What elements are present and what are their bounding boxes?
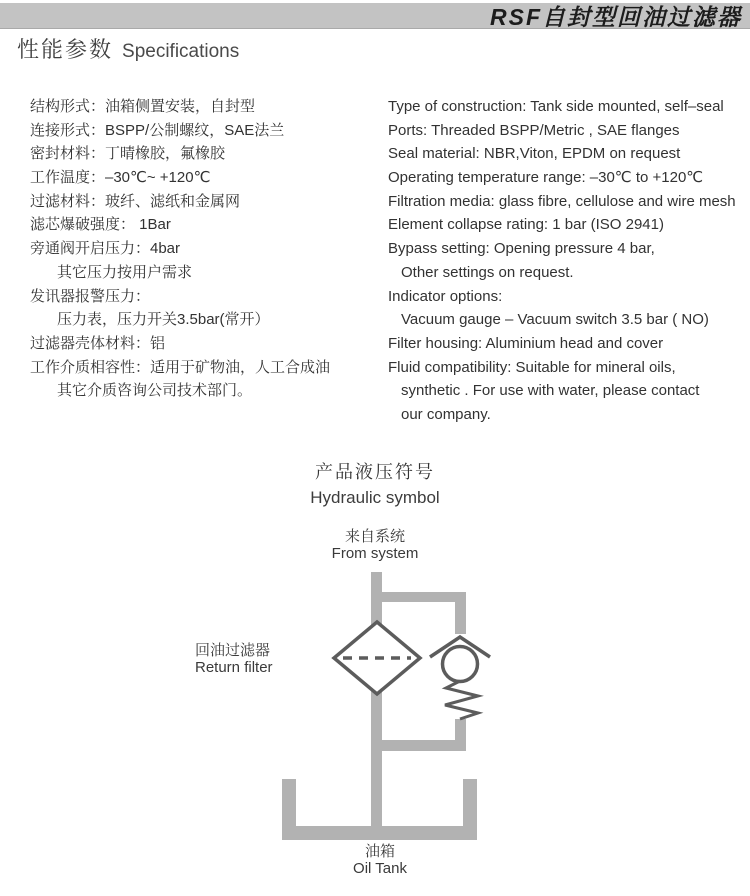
spec-line: Operating temperature range: –30℃ to +120℃ — [388, 169, 704, 187]
spec-line: Fluid compatibility: Suitable for mineral oils, — [388, 358, 676, 376]
hydraulic-circuit-drawing — [0, 458, 750, 896]
spec-line: Element collapse rating: 1 bar (ISO 2941) — [388, 216, 664, 234]
bypass-right-pipe-upper — [455, 592, 466, 634]
return-filter-label-en: Return filter — [195, 659, 273, 676]
spring-icon — [445, 681, 478, 719]
spec-line: Bypass setting: Opening pressure 4 bar, — [388, 240, 655, 258]
tank-bottom — [282, 826, 477, 840]
from-system-label-zh: 来自系统 — [344, 528, 405, 545]
spec-line: 连接形式：BSPP/公制螺纹，SAE法兰 — [30, 121, 285, 139]
spec-line: Vacuum gauge – Vacuum switch 3.5 bar ( NO) — [401, 311, 709, 329]
spec-line: 压力表，压力开关3.5bar(常开） — [57, 311, 270, 329]
hydraulic-symbol-title-zh: 产品液压符号 — [315, 462, 435, 482]
spec-line: 其它介质咨询公司技术部门。 — [57, 382, 253, 400]
from-system-label — [0, 528, 750, 562]
return-filter-label — [195, 642, 273, 676]
spec-line: 结构形式：油箱侧置安装，自封型 — [30, 98, 256, 115]
spec-line: 滤芯爆破强度： 1Bar — [30, 216, 171, 234]
spec-line: 发讯器报警压力： — [30, 287, 151, 305]
spec-line: 工作介质相容性：适用于矿物油，人工合成油 — [30, 358, 331, 376]
spec-line: Seal material: NBR,Viton, EPDM on request — [388, 145, 681, 163]
bypass-branch-top-pipe — [371, 592, 466, 602]
return-filter-label-zh: 回油过滤器 — [195, 642, 271, 659]
section-title-en: Specifications — [122, 41, 240, 62]
spec-line: 旁通阀开启压力：4bar — [30, 240, 181, 258]
spec-line: 过滤器壳体材料：铝 — [30, 334, 166, 352]
spec-line: synthetic . For use with water, please contact — [401, 382, 700, 400]
oil-tank-label-en: Oil Tank — [353, 860, 407, 877]
spec-line: 密封材料：丁晴橡胶，氟橡胶 — [30, 145, 226, 163]
spec-line: Ports: Threaded BSPP/Metric , SAE flanges — [388, 121, 680, 139]
spec-line: our company. — [401, 405, 491, 423]
specs-column-en — [388, 95, 736, 427]
hydraulic-symbol-title — [0, 458, 750, 508]
from-system-label-en: From system — [331, 545, 419, 562]
spec-line: Other settings on request. — [401, 263, 574, 281]
main-pipe — [371, 572, 382, 838]
spec-line: Filter housing: Aluminium head and cover — [388, 334, 664, 352]
specs-column-zh — [30, 95, 330, 403]
oil-tank-label-zh: 油箱 — [364, 843, 395, 860]
section-title-zh: 性能参数 — [17, 37, 114, 62]
hydraulic-symbol-section — [0, 458, 750, 896]
spec-line: 其它压力按用户需求 — [57, 263, 193, 281]
page-title: RSF自封型回油过滤器 — [490, 4, 742, 30]
spec-line: 过滤材料：玻纤、滤纸和金属网 — [30, 192, 241, 210]
section-title — [17, 33, 239, 64]
spec-line: 工作温度：–30℃~ +120℃ — [30, 169, 211, 187]
bypass-branch-bottom-pipe — [371, 740, 466, 751]
page-header-band — [0, 3, 750, 29]
bypass-valve-icon — [430, 637, 490, 719]
spec-line: Indicator options: — [388, 287, 503, 305]
spec-line: Type of construction: Tank side mounted, self–seal — [388, 98, 724, 115]
spec-line: Filtration media: glass fibre, cellulose and wire mesh — [388, 192, 736, 210]
filter-diamond-icon — [334, 622, 420, 694]
hydraulic-symbol-title-en: Hydraulic symbol — [310, 488, 440, 507]
oil-tank-label — [280, 843, 480, 877]
